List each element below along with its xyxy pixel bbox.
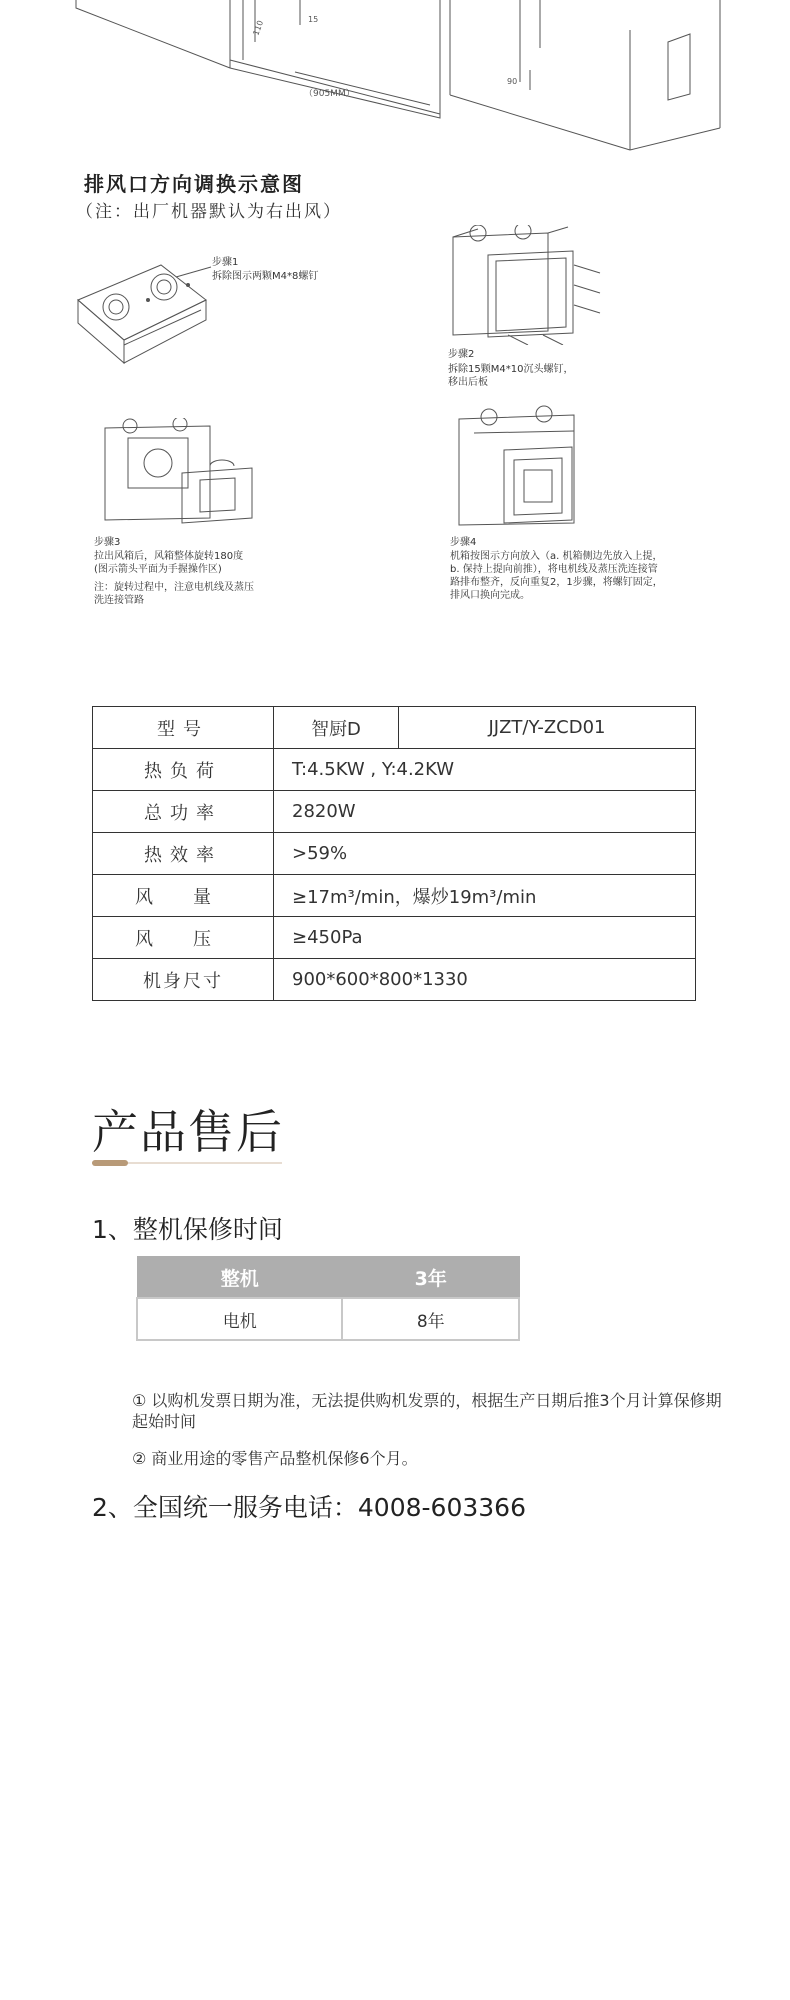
model-name: 智厨D xyxy=(274,707,399,749)
table-row xyxy=(93,791,696,833)
exhaust-subtitle: （注：出厂机器默认为右出风） xyxy=(76,202,342,222)
title-underline-accent xyxy=(92,1160,128,1166)
spec-key: 型号 xyxy=(93,707,274,749)
table-row xyxy=(93,749,696,791)
warranty-cell: 8年 xyxy=(342,1298,519,1340)
spec-key: 总功率 xyxy=(93,791,274,833)
spec-key: 机身尺寸 xyxy=(93,959,274,1001)
warranty-note-1: ① 以购机发票日期为准，无法提供购机发票的，根据生产日期后推3个月计算保修期起始时间 xyxy=(132,1391,722,1431)
step2-label: 步骤2 xyxy=(448,349,475,360)
step1-label: 步骤1 xyxy=(212,257,239,268)
warranty-cell: 电机 xyxy=(137,1298,342,1340)
warranty-heading: 1、整机保修时间 xyxy=(92,1215,283,1244)
warranty-table xyxy=(136,1256,520,1341)
spec-key: 热效率 xyxy=(93,833,274,875)
table-row xyxy=(93,917,696,959)
after-sales-title: 产品售后 xyxy=(92,1105,284,1159)
spec-key: 风压 xyxy=(93,917,274,959)
table-row xyxy=(137,1298,519,1340)
step3-label: 步骤3 xyxy=(94,537,121,548)
installation-drawing xyxy=(0,0,790,165)
dim-15-label: 15 xyxy=(308,15,319,24)
model-code: JJZT/Y-ZCD01 xyxy=(399,707,696,749)
table-row xyxy=(93,959,696,1001)
step4-text: 机箱按图示方向放入（a. 机箱侧边先放入上提， b. 保持上提向前推），将电机线及蒸压洗连接管 路排布整齐，反向重复2，1步骤，将螺钉固定， 排风口换向完成。 xyxy=(450,551,663,601)
spec-key: 热负荷 xyxy=(93,749,274,791)
spec-value: T:4.5KW , Y:4.2KW xyxy=(274,749,696,791)
step4-label: 步骤4 xyxy=(450,537,477,548)
warranty-header: 整机 xyxy=(137,1257,342,1299)
step1-drawing xyxy=(76,245,226,385)
step3-note: 注：旋转过程中，注意电机线及蒸压 洗连接管路 xyxy=(94,582,254,606)
dim-110-label: 110 xyxy=(251,19,266,37)
warranty-header: 3年 xyxy=(342,1257,519,1299)
step1-text: 拆除图示两颗M4*8螺钉 xyxy=(212,271,319,282)
table-row xyxy=(137,1257,519,1299)
step3-drawing xyxy=(100,418,260,528)
table-row xyxy=(93,833,696,875)
dim-90-label: 90 xyxy=(507,77,518,86)
step2-text: 拆除15颗M4*10沉头螺钉， 移出后板 xyxy=(448,364,574,388)
dim-905-label: （905MM） xyxy=(304,89,355,99)
table-row xyxy=(93,707,696,749)
spec-table xyxy=(92,706,696,1001)
service-hotline: 2、全国统一服务电话：4008-603366 xyxy=(92,1493,526,1522)
exhaust-title: 排风口方向调换示意图 xyxy=(84,172,304,196)
step4-drawing xyxy=(454,405,594,530)
step3-text: 拉出风箱后，风箱整体旋转180度 (图示箭头平面为手握操作区) xyxy=(94,551,244,575)
spec-value: 900*600*800*1330 xyxy=(274,959,696,1001)
spec-value: ≥450Pa xyxy=(274,917,696,959)
spec-value: ≥17m³/min，爆炒19m³/min xyxy=(274,875,696,917)
table-row xyxy=(93,875,696,917)
warranty-note-2: ② 商业用途的零售产品整机保修6个月。 xyxy=(132,1449,418,1468)
spec-key: 风量 xyxy=(93,875,274,917)
spec-value: 2820W xyxy=(274,791,696,833)
step2-drawing xyxy=(448,225,618,345)
spec-value: >59% xyxy=(274,833,696,875)
